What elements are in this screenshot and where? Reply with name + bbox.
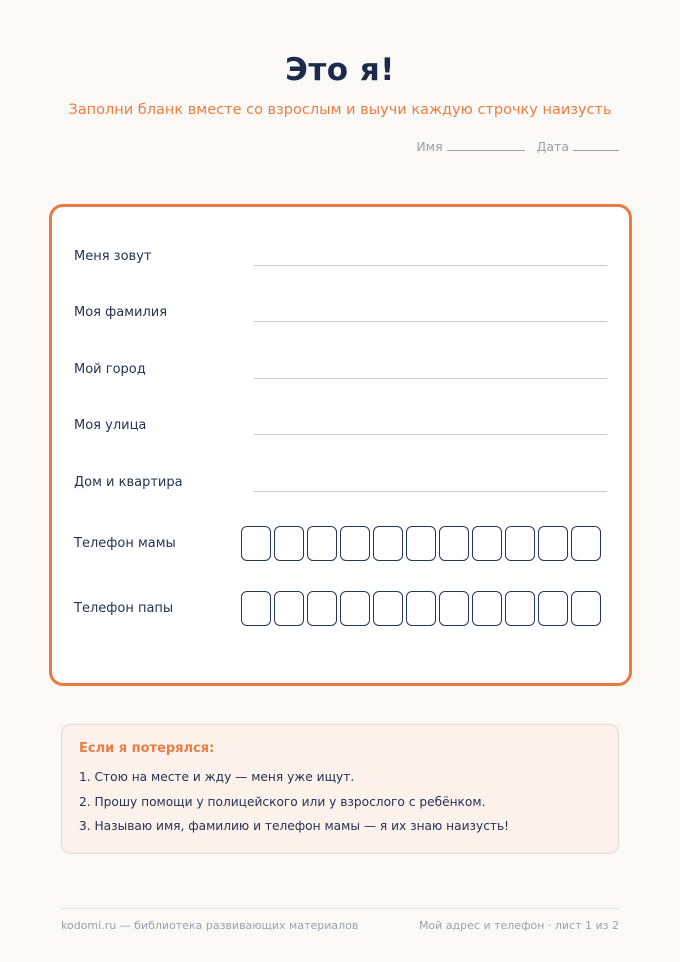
date-meta-label: Дата	[536, 139, 569, 154]
footer	[61, 919, 619, 932]
footer-sheet-info: Мой адрес и телефон · лист 1 из 2	[418, 919, 619, 932]
phone-digit-cell[interactable]	[439, 591, 469, 626]
field-label: Моя фамилия	[74, 305, 168, 320]
phone-digit-cell[interactable]	[571, 591, 601, 626]
field-label: Меня зовут	[74, 249, 152, 264]
dad-phone-cells	[241, 591, 601, 626]
field-row-city	[74, 350, 609, 390]
phone-digit-cell[interactable]	[538, 591, 568, 626]
footer-source: kodomi.ru — библиотека развивающих материалов	[61, 919, 359, 932]
city-line[interactable]	[254, 378, 607, 379]
phone-digit-cell[interactable]	[241, 526, 271, 561]
tip-item: 2. Прошу помощи у полицейского или у взрослого с ребёнком.	[79, 794, 486, 809]
field-row-dad-phone	[74, 591, 609, 631]
field-row-first-name	[74, 237, 609, 277]
if-lost-tips-box	[61, 724, 619, 854]
street-line[interactable]	[254, 434, 607, 435]
phone-digit-cell[interactable]	[406, 526, 436, 561]
phone-digit-cell[interactable]	[307, 526, 337, 561]
field-label: Телефон папы	[74, 601, 174, 616]
name-date-block	[416, 139, 619, 154]
phone-digit-cell[interactable]	[340, 526, 370, 561]
page-title: Это я!	[285, 52, 395, 88]
phone-digit-cell[interactable]	[340, 591, 370, 626]
first-name-line[interactable]	[254, 265, 607, 266]
field-label: Моя улица	[74, 418, 147, 433]
phone-digit-cell[interactable]	[241, 591, 271, 626]
field-label: Телефон мамы	[74, 536, 176, 551]
field-row-street	[74, 406, 609, 446]
tip-item: 3. Называю имя, фамилию и телефон мамы — я их знаю наизусть!	[79, 819, 510, 833]
date-meta	[537, 139, 619, 154]
field-label: Мой город	[74, 362, 146, 377]
field-row-last-name	[74, 293, 609, 333]
tip-item: 1. Стою на месте и жду — меня уже ищут.	[79, 770, 355, 784]
phone-digit-cell[interactable]	[439, 526, 469, 561]
phone-digit-cell[interactable]	[505, 591, 535, 626]
phone-digit-cell[interactable]	[505, 526, 535, 561]
name-meta-line[interactable]	[447, 139, 525, 151]
tips-heading: Если я потерялся:	[79, 741, 215, 756]
date-meta-line[interactable]	[573, 139, 619, 151]
field-row-house-apartment	[74, 463, 609, 503]
mom-phone-cells	[241, 526, 601, 561]
page-subtitle: Заполни бланк вместе со взрослым и выучи каждую строчку наизусть	[68, 102, 612, 118]
personal-info-card	[49, 204, 632, 686]
house-apartment-line[interactable]	[254, 491, 607, 492]
phone-digit-cell[interactable]	[274, 526, 304, 561]
phone-digit-cell[interactable]	[373, 591, 403, 626]
phone-digit-cell[interactable]	[472, 526, 502, 561]
phone-digit-cell[interactable]	[274, 591, 304, 626]
name-meta-label: Имя	[416, 139, 443, 154]
field-label: Дом и квартира	[74, 475, 183, 490]
phone-digit-cell[interactable]	[571, 526, 601, 561]
phone-digit-cell[interactable]	[472, 591, 502, 626]
phone-digit-cell[interactable]	[373, 526, 403, 561]
name-meta	[416, 139, 524, 154]
phone-digit-cell[interactable]	[307, 591, 337, 626]
field-row-mom-phone	[74, 526, 609, 566]
last-name-line[interactable]	[254, 321, 607, 322]
footer-divider	[61, 908, 619, 909]
phone-digit-cell[interactable]	[406, 591, 436, 626]
phone-digit-cell[interactable]	[538, 526, 568, 561]
